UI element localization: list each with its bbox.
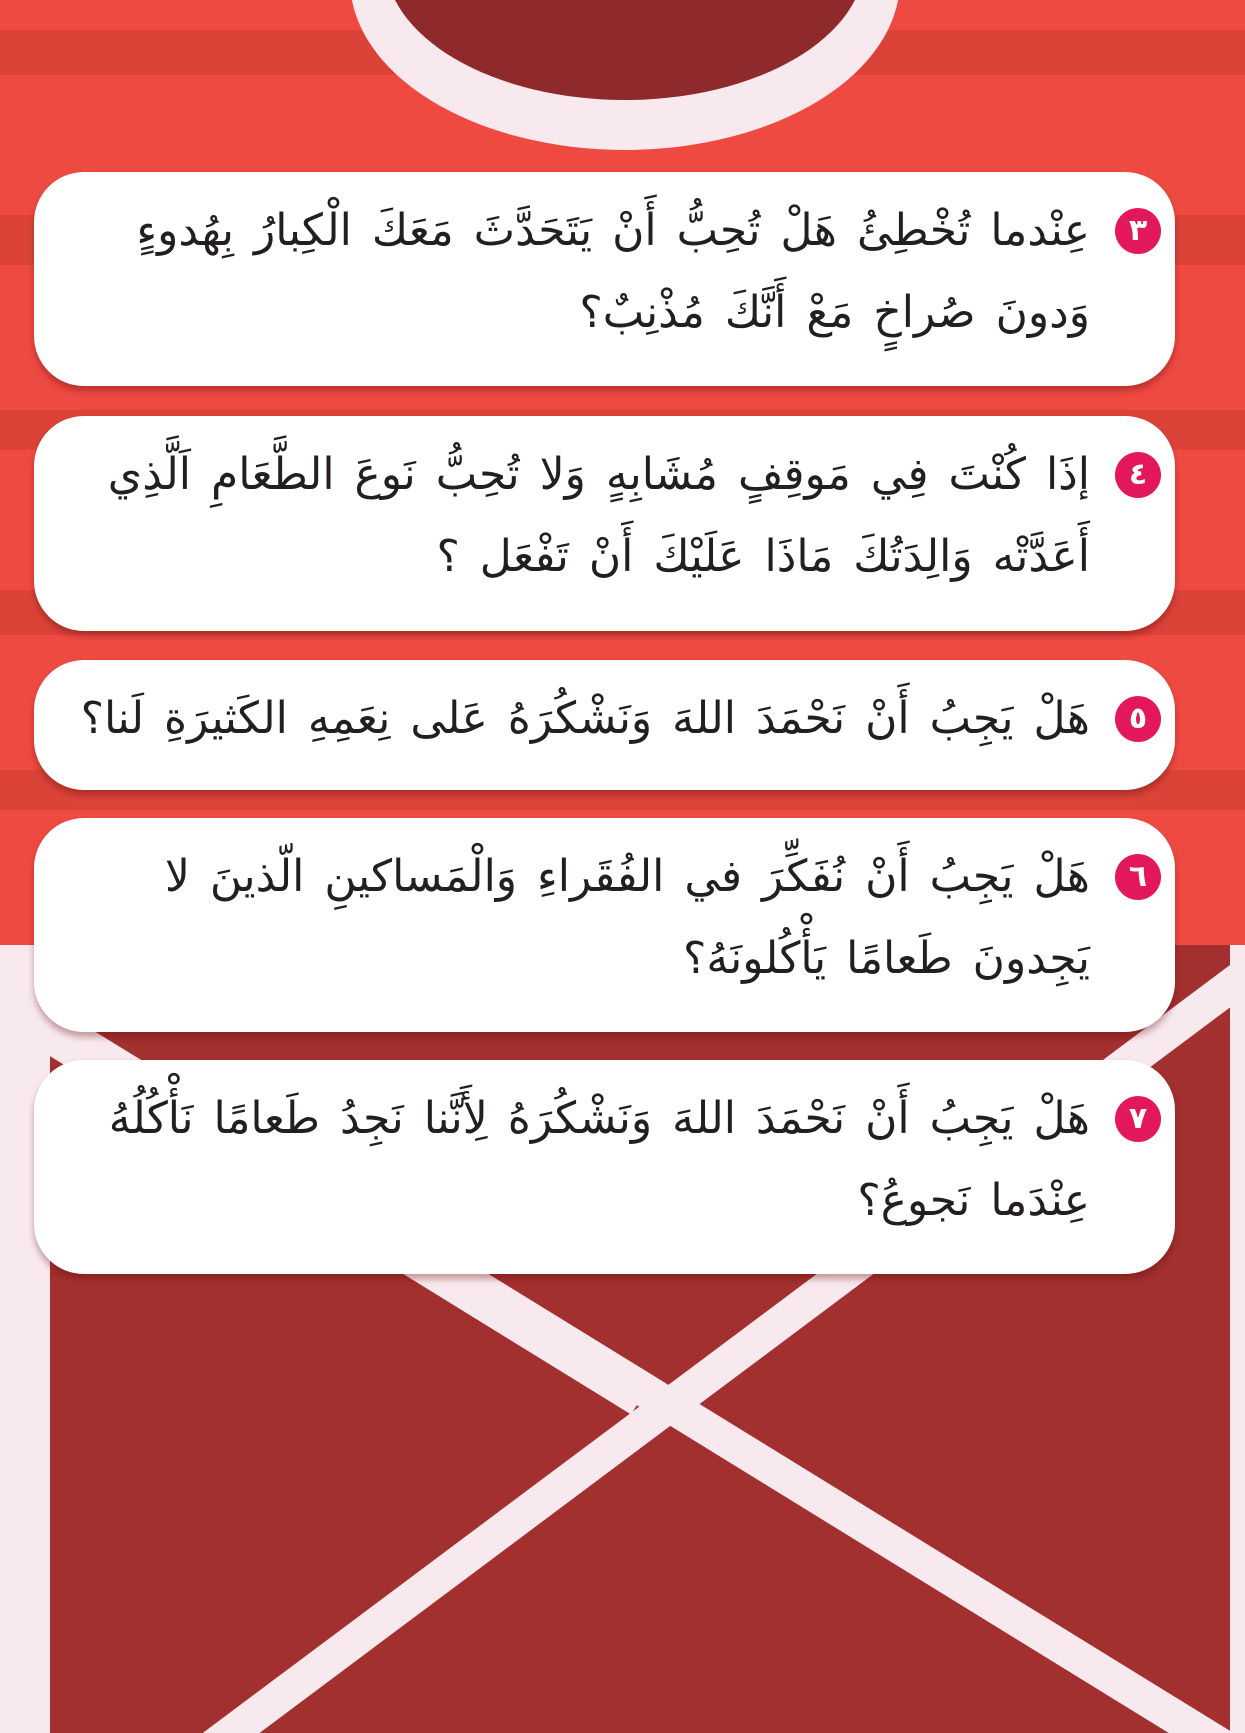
question-number-badge: ٣	[1115, 208, 1161, 254]
question-text: عِنْدما تُخْطِئُ هَلْ تُحِبُّ أَنْ يَتَحَدَّثَ مَعَكَ الْكِبارُ بِهُدوءٍ وَدونَ صُراخٍ مَعْ أَنَّكَ مُذْنِبٌ؟	[136, 205, 1090, 338]
question-card-4	[34, 416, 1175, 631]
question-text: إذَا كُنْتَ فِي مَوقِفٍ مُشَابِهٍ وَلا تُحِبُّ نَوعَ الطَّعَامِ اَلَّذِي أَعَدَّتْه وَالِدَتُكَ مَاذَا عَلَيْكَ أَنْ تَفْعَل ؟	[107, 449, 1090, 582]
question-number-badge: ٤	[1115, 452, 1161, 498]
question-card-3	[34, 172, 1175, 386]
question-text: هَلْ يَجِبُ أَنْ نُفَكِّرَ في الفُقَراءِ وَالْمَساكينِ الّذينَ لا يَجِدونَ طَعامًا يَأْكُلونَهُ؟	[164, 851, 1090, 984]
question-text: هَلْ يَجِبُ أَنْ نَحْمَدَ اللهَ وَنَشْكُرَهُ لِأَنَّنا نَجِدُ طَعامًا نَأْكُلُهُ عِنْدَما نَجوعُ؟	[108, 1093, 1090, 1226]
question-text: هَلْ يَجِبُ أَنْ نَحْمَدَ اللهَ وَنَشْكُرَهُ عَلى نِعَمِهِ الكَثيرَةِ لَنا؟	[80, 693, 1090, 744]
question-card-7	[34, 1060, 1175, 1274]
question-card-5	[34, 660, 1175, 790]
question-number-badge: ٦	[1115, 854, 1161, 900]
question-number-badge: ٧	[1115, 1096, 1161, 1142]
question-card-6	[34, 818, 1175, 1032]
question-number-badge: ٥	[1115, 696, 1161, 742]
